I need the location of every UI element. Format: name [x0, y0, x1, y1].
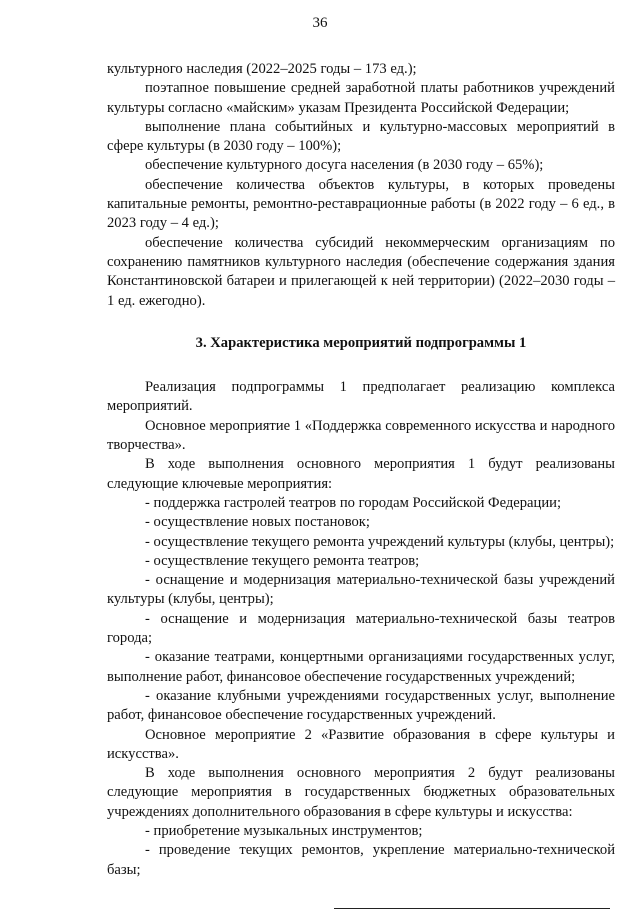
paragraph: культурного наследия (2022–2025 годы – 173 ед.); [107, 61, 417, 77]
list-item: - осуществление текущего ремонта учреждений культуры (клубы, центры); [145, 533, 615, 550]
list-item: - оснащение и модернизация материально-технической базы театров города; [107, 610, 615, 647]
paragraph: обеспечение количества объектов культуры, в которых проведены капитальные ремонты, ремонтно-реставрационные работы (в 2022 году – 6 ед., в 2023 году – 4 ед.); [107, 176, 615, 232]
paragraph: В ходе выполнения основного мероприятия 2 будут реализованы следующие мероприятия в государственных бюджетных образовательных учреждениях дополнительного образования в сфере культуры и искусства: [107, 765, 615, 820]
document-body [107, 60, 615, 880]
list-item: - оказание театрами, концертными организациями государственных услуг, выполнение работ, финансовое обеспечение государственных учреждений; [107, 649, 615, 685]
list-item: - осуществление новых постановок; [145, 514, 370, 531]
paragraph: поэтапное повышение средней заработной платы работников учреждений культуры согласно «майским» указам Президента Российской Федерации; [107, 80, 615, 116]
paragraph: обеспечение культурного досуга населения (в 2030 году – 65%); [145, 157, 544, 174]
paragraph: обеспечение количества субсидий некоммерческим организациям по сохранению памятников культурного наследия (обеспечение содержания здания Константиновской батареи и прилегающей к ней территории) (2022–2030 годы – 1 ед. ежегодно). [107, 234, 615, 309]
list-item: - оснащение и модернизация материально-технической базы учреждений культуры (клубы, центры); [107, 572, 615, 608]
list-item: - проведение текущих ремонтов, укрепление материально-технической базы; [107, 842, 615, 878]
list-item: - оказание клубными учреждениями государственных услуг, выполнение работ, финансовое обеспечение государственных учреждений. [107, 687, 615, 724]
footer-divider [334, 908, 610, 909]
paragraph: В ходе выполнения основного мероприятия 1 будут реализованы следующие ключевые мероприятия: [107, 456, 615, 492]
list-item: - поддержка гастролей театров по городам Российской Федерации; [145, 494, 562, 511]
paragraph: Основное мероприятие 1 «Поддержка современного искусства и народного творчества». [107, 417, 615, 454]
list-item: - приобретение музыкальных инструментов; [145, 822, 423, 839]
section-heading: 3. Характеристика мероприятий подпрограммы 1 [195, 334, 527, 351]
paragraph: выполнение плана событийных и культурно-массовых мероприятий в сфере культуры (в 2030 году – 100%); [107, 118, 615, 155]
list-item: - осуществление текущего ремонта театров; [145, 552, 420, 569]
page-number: 36 [312, 15, 328, 31]
paragraph: Основное мероприятие 2 «Развитие образования в сфере культуры и искусства». [107, 726, 615, 762]
paragraph: Реализация подпрограммы 1 предполагает реализацию комплекса мероприятий. [107, 379, 615, 415]
